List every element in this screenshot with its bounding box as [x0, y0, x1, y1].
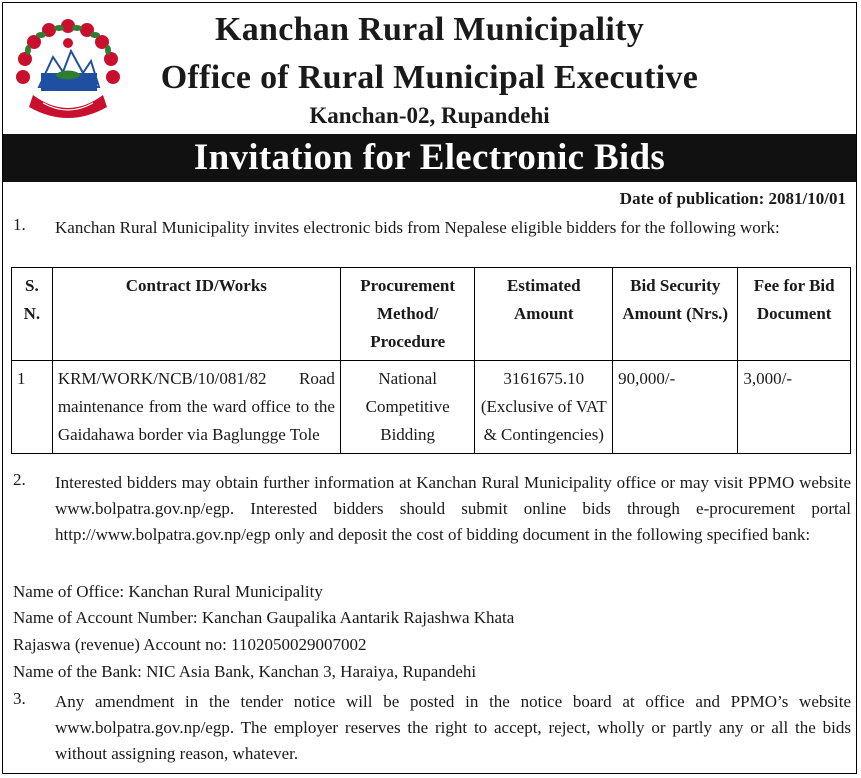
cell-security: 90,000/-	[613, 361, 738, 454]
cell-sn: 1	[12, 361, 53, 454]
item-3-number: 3.	[13, 689, 26, 708]
header-security: Bid Security Amount (Nrs.)	[613, 268, 738, 361]
notice-page	[2, 2, 857, 774]
municipality-title: Kanchan Rural Municipality	[214, 11, 645, 48]
bank-account-number: Rajaswa (revenue) Account no: 1102050029007002	[13, 635, 367, 654]
item-3-text: Any amendment in the tender notice will be posted in the notice board at office and PPMO’s website www.bolpatra.gov.np/egp. The employer reserves the right to accept, reject, wholly or partly any or all the bids without assigning reason, whatever.	[55, 692, 851, 763]
cell-fee: 3,000/-	[738, 361, 851, 454]
item-2-text: Interested bidders may obtain further information at Kanchan Rural Municipality office or may visit PPMO website www.bolpatra.gov.np/egp. Interested bidders should submit online bids through e-procurement portal http://www.bolpatra.gov.np/egp only and deposit the cost of bidding document in the following specified bank:	[55, 473, 851, 544]
table-header-row	[12, 268, 851, 361]
header-sn: S. N.	[12, 268, 53, 361]
bank-name: Name of the Bank: NIC Asia Bank, Kanchan 3, Haraiya, Rupandehi	[13, 662, 477, 681]
header-fee: Fee for Bid Document	[738, 268, 851, 361]
notice-banner: Invitation for Electronic Bids	[3, 134, 856, 182]
office-address: Kanchan-02, Rupandehi	[309, 103, 550, 128]
publication-date: Date of publication: 2081/10/01	[619, 189, 846, 208]
bank-account-name: Name of Account Number: Kanchan Gaupalika Aantarik Rajashwa Khata	[13, 608, 515, 627]
item-1-number: 1.	[13, 215, 26, 234]
bank-office: Name of Office: Kanchan Rural Municipality	[13, 582, 323, 601]
cell-estimate: 3161675.10 (Exclusive of VAT & Contingencies)	[475, 361, 613, 454]
header-method: Procurement Method/ Procedure	[340, 268, 475, 361]
office-title: Office of Rural Municipal Executive	[160, 59, 699, 96]
item-1-text: Kanchan Rural Municipality invites electronic bids from Nepalese eligible bidders for the following work:	[55, 218, 780, 237]
table-row	[12, 361, 851, 454]
header-estimate: Estimated Amount	[475, 268, 613, 361]
bids-table	[11, 267, 851, 454]
cell-contract: KRM/WORK/NCB/10/081/82 Road maintenance from the ward office to the Gaidahawa border via Baglungge Tole	[52, 361, 340, 454]
header-contract: Contract ID/Works	[52, 268, 340, 361]
header	[3, 3, 856, 133]
cell-method: National Competitive Bidding	[340, 361, 475, 454]
item-2-number: 2.	[13, 470, 26, 489]
